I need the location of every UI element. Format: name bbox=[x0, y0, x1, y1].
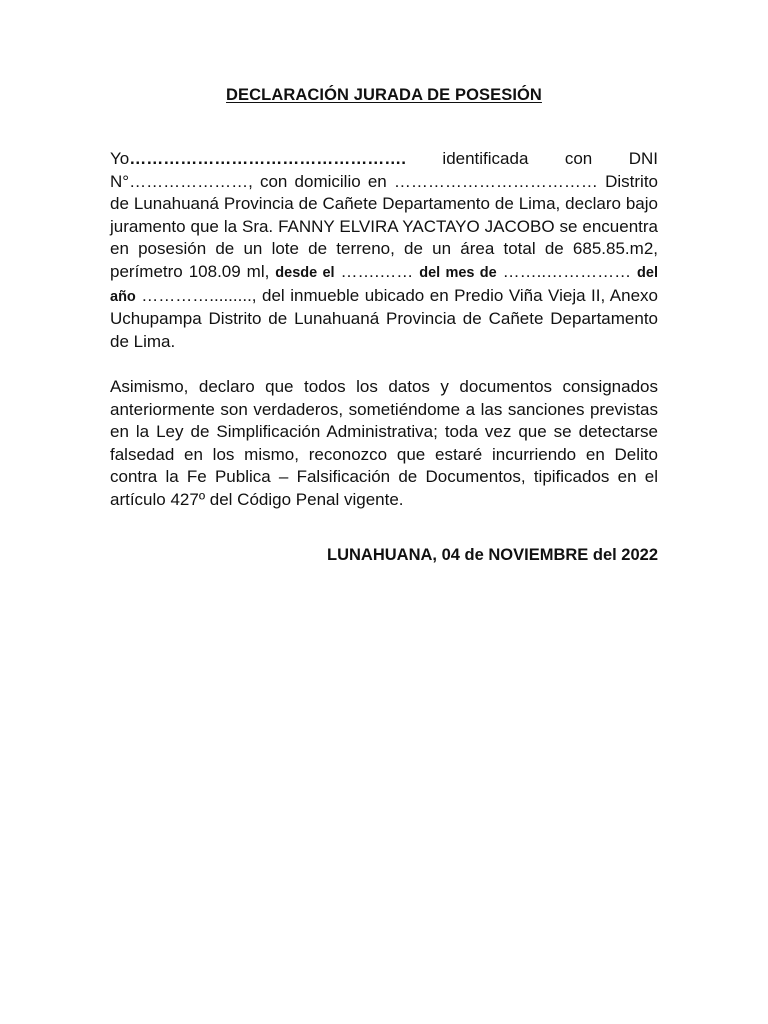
declaration-paragraph bbox=[110, 148, 658, 353]
declaration-text: identificada con DNI N°…………………, con domicilio en ……………………………… Distrito de Lunahuaná Provincia de Cañete Departamento de Lima, declaro bajo juramento que la Sra. FANNY ELVIRA YACTAYO JACOBO se encuentra en posesión de un lote de terreno, de un área total de 685.85.m2, perímetro 108.09 ml, bbox=[110, 149, 658, 281]
del-anio-label: del año bbox=[110, 264, 658, 305]
place-date-line: LUNAHUANA, 04 de NOVIEMBRE del 2022 bbox=[327, 546, 658, 564]
del-mes-label: del mes de bbox=[419, 264, 497, 281]
affirmation-paragraph: Asimismo, declaro que todos los datos y documentos consignados anteriormente son verdaderos, sometiéndome a las sanciones previstas en la Ley de Simplificación Administrativa; toda vez que se detectarse falsedad en los mismo, reconozco que estaré incurriendo en Delito contra la Fe Publica – Falsificación de Documentos, tipificados en el artículo 427º del Código Penal vigente. bbox=[110, 377, 658, 509]
yo-label: Yo bbox=[110, 149, 130, 168]
month-blank: ……..…………… bbox=[496, 261, 638, 281]
name-blank: …………………………………………. bbox=[129, 149, 406, 168]
day-blank: …….…… bbox=[334, 261, 420, 281]
document-title: DECLARACIÓN JURADA DE POSESIÓN bbox=[226, 86, 542, 104]
declaration-text-end: …………........., del inmueble ubicado en Predio Viña Vieja II, Anexo Uchupampa Distrito de Lunahuaná Provincia de Cañete Departamento de Lima. bbox=[110, 285, 658, 351]
desde-el-label: desde el bbox=[275, 264, 335, 281]
